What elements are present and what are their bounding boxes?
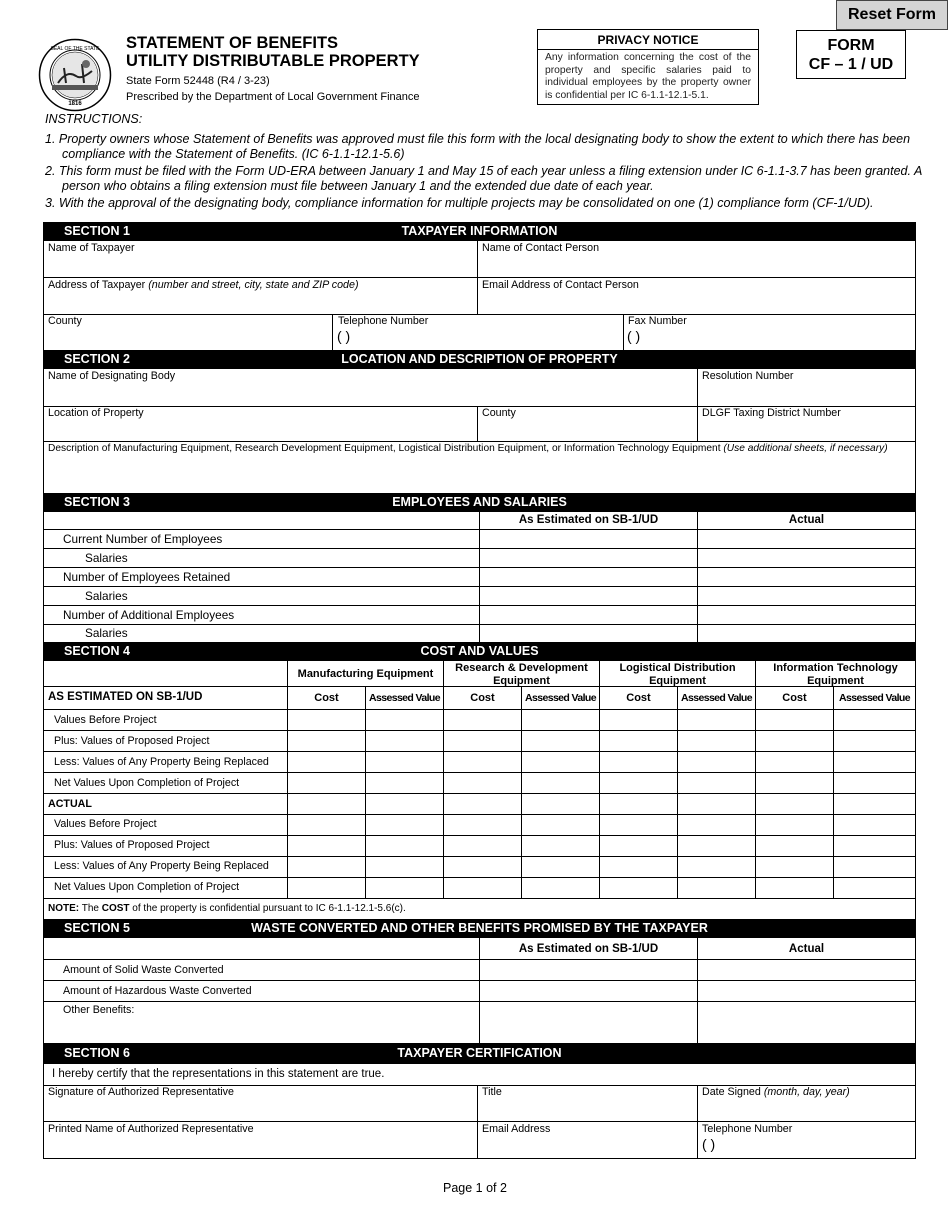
cost-confidential-note: NOTE: The COST of the property is confidential pursuant to IC 6-1.1-12.1-5.6(c). — [48, 903, 406, 914]
actual-label: ACTUAL — [48, 798, 92, 810]
instruction-item: 1. Property owners whose Statement of Benefits was approved must file this form with the local designating body to show the extent to which there has been compliance with the Statement of Benefits. (IC 6-1.1-12.1-5.6) — [45, 131, 911, 161]
contact-email-label: Email Address of Contact Person — [482, 279, 639, 291]
telephone-label: Telephone Number — [338, 315, 429, 327]
employees-row-label: Number of Additional Employees — [63, 608, 235, 622]
property-location-label: Location of Property — [48, 407, 144, 419]
contact-person-label: Name of Contact Person — [482, 242, 600, 254]
fax-area-code-parens: ( ) — [627, 328, 641, 344]
county-label: County — [48, 315, 82, 327]
section-3-header — [43, 493, 916, 512]
section-4-header — [43, 642, 916, 661]
designating-body-label: Name of Designating Body — [48, 370, 176, 382]
instruction-item: 3. With the approval of the designating body, compliance information for multiple projects may be consolidated on one (1) compliance form (CF-1/UD). — [45, 195, 874, 210]
values-row-label: Plus: Values of Proposed Project — [54, 839, 210, 851]
values-row-label: Plus: Values of Proposed Project — [54, 735, 210, 747]
section-title: LOCATION AND DESCRIPTION OF PROPERTY — [341, 352, 618, 366]
other-benefits-label: Other Benefits: — [63, 1004, 135, 1016]
form-title-line2: UTILITY DISTRIBUTABLE PROPERTY — [126, 52, 420, 70]
information-technology-header: Information Technology Equipment — [773, 662, 898, 687]
s3-actual-header: Actual — [788, 514, 825, 526]
representative-telephone-label: Telephone Number — [702, 1123, 793, 1135]
research-development-header: Research & Development Equipment — [455, 662, 588, 687]
section-number: SECTION 3 — [64, 495, 130, 509]
resolution-number-label: Resolution Number — [702, 370, 794, 382]
hazardous-waste-label: Amount of Hazardous Waste Converted — [63, 985, 252, 997]
printed-name-label: Printed Name of Authorized Representative — [48, 1123, 254, 1135]
section-6-header — [43, 1043, 916, 1064]
area-code-parens: ( ) — [337, 328, 351, 344]
form-number: CF – 1 / UD — [808, 56, 894, 73]
section-title: TAXPAYER CERTIFICATION — [397, 1046, 562, 1060]
prescribed-by: Prescribed by the Department of Local Government Finance — [126, 91, 420, 103]
form-id-box — [796, 30, 906, 79]
values-row-label: Net Values Upon Completion of Project — [54, 777, 240, 789]
form-title-line1: STATEMENT OF BENEFITS — [126, 34, 339, 52]
section-title: WASTE CONVERTED AND OTHER BENEFITS PROMISED BY THE TAXPAYER — [251, 921, 708, 935]
logistical-distribution-header: Logistical Distribution Equipment — [619, 662, 736, 687]
values-row-label: Less: Values of Any Property Being Replaced — [54, 756, 269, 768]
representative-email-label: Email Address — [482, 1123, 551, 1135]
section-title: COST AND VALUES — [420, 644, 539, 658]
signature-label: Signature of Authorized Representative — [48, 1086, 234, 1098]
instructions-heading: INSTRUCTIONS: — [45, 112, 143, 126]
assessed-value-header: Assessed Value — [681, 692, 752, 704]
s5-estimated-header: As Estimated on SB-1/UD — [518, 943, 659, 955]
title-label: Title — [482, 1086, 502, 1098]
county-field[interactable] — [44, 315, 332, 350]
values-row-label: Values Before Project — [54, 818, 157, 830]
taxpayer-name-label: Name of Taxpayer — [48, 242, 135, 254]
certification-statement: I hereby certify that the representations in this statement are true. — [52, 1068, 385, 1080]
equipment-description-label: Description of Manufacturing Equipment, Research Development Equipment, Logistical Distribution Equipment, or Information Technology Equipment (Use additional sheets, if necessary) — [48, 443, 888, 454]
as-estimated-label: AS ESTIMATED ON SB-1/UD — [48, 691, 203, 703]
assessed-value-header: Assessed Value — [369, 692, 440, 704]
section-number: SECTION 2 — [64, 352, 130, 366]
section-5-header — [43, 919, 916, 938]
cost-header: Cost — [782, 692, 807, 704]
manufacturing-equipment-header: Manufacturing Equipment — [297, 668, 434, 680]
values-row-label: Values Before Project — [54, 714, 157, 726]
section-number: SECTION 4 — [64, 644, 130, 658]
cost-header: Cost — [470, 692, 495, 704]
fax-label: Fax Number — [628, 315, 687, 327]
values-row-label: Net Values Upon Completion of Project — [54, 881, 240, 893]
privacy-notice-title: PRIVACY NOTICE — [538, 30, 758, 50]
title-field[interactable] — [478, 1086, 697, 1121]
instructions — [45, 112, 925, 212]
salaries-row-label: Salaries — [85, 626, 128, 640]
section-title: EMPLOYEES AND SALARIES — [392, 495, 567, 509]
s5-actual-header: Actual — [788, 943, 825, 955]
assessed-value-header: Assessed Value — [525, 692, 596, 704]
assessed-value-header: Assessed Value — [839, 692, 910, 704]
employees-row-label: Number of Employees Retained — [63, 570, 231, 584]
section-2-header — [43, 350, 916, 369]
salaries-row-label: Salaries — [85, 551, 128, 565]
cost-header: Cost — [314, 692, 339, 704]
svg-text:1816: 1816 — [68, 101, 82, 107]
form-grid — [43, 222, 916, 1159]
section-number: SECTION 5 — [64, 921, 130, 935]
section-number: SECTION 1 — [64, 224, 130, 238]
page-number: Page 1 of 2 — [443, 1181, 507, 1195]
privacy-notice-text: Any information concerning the cost of the property and specific salaries paid to individual employees by the property owner is confidential per IC 6-1.1-12.1-5.1. — [545, 52, 751, 101]
area-code-parens: ( ) — [702, 1136, 716, 1152]
section-title: TAXPAYER INFORMATION — [401, 224, 558, 238]
date-signed-label: Date Signed (month, day, year) — [702, 1086, 850, 1098]
employees-row-label: Current Number of Employees — [63, 532, 223, 546]
reset-form-button[interactable]: Reset Form — [836, 0, 948, 30]
section-1-header — [43, 222, 916, 241]
dlgf-district-label: DLGF Taxing District Number — [702, 407, 841, 419]
values-row-label: Less: Values of Any Property Being Replaced — [54, 860, 269, 872]
taxpayer-address-label: Address of Taxpayer (number and street, city, state and ZIP code) — [48, 279, 359, 291]
property-county-label: County — [482, 407, 516, 419]
salaries-row-label: Salaries — [85, 589, 128, 603]
privacy-notice — [537, 29, 759, 105]
state-seal-icon — [38, 38, 112, 112]
instruction-item: 2. This form must be filed with the Form UD-ERA between January 1 and May 15 of each year unless a filing extension under IC 6-1.1-3.7 has been granted. A person who obtains a filing extension must file between January 1 and the extended due date of each year. — [45, 163, 922, 193]
svg-text:SEAL OF THE STATE: SEAL OF THE STATE — [50, 46, 100, 52]
section-number: SECTION 6 — [64, 1046, 130, 1060]
cost-header: Cost — [626, 692, 651, 704]
s3-estimated-header: As Estimated on SB-1/UD — [518, 514, 659, 526]
solid-waste-label: Amount of Solid Waste Converted — [63, 964, 224, 976]
state-form-number: State Form 52448 (R4 / 3-23) — [126, 75, 270, 87]
form-label: FORM — [827, 37, 875, 54]
